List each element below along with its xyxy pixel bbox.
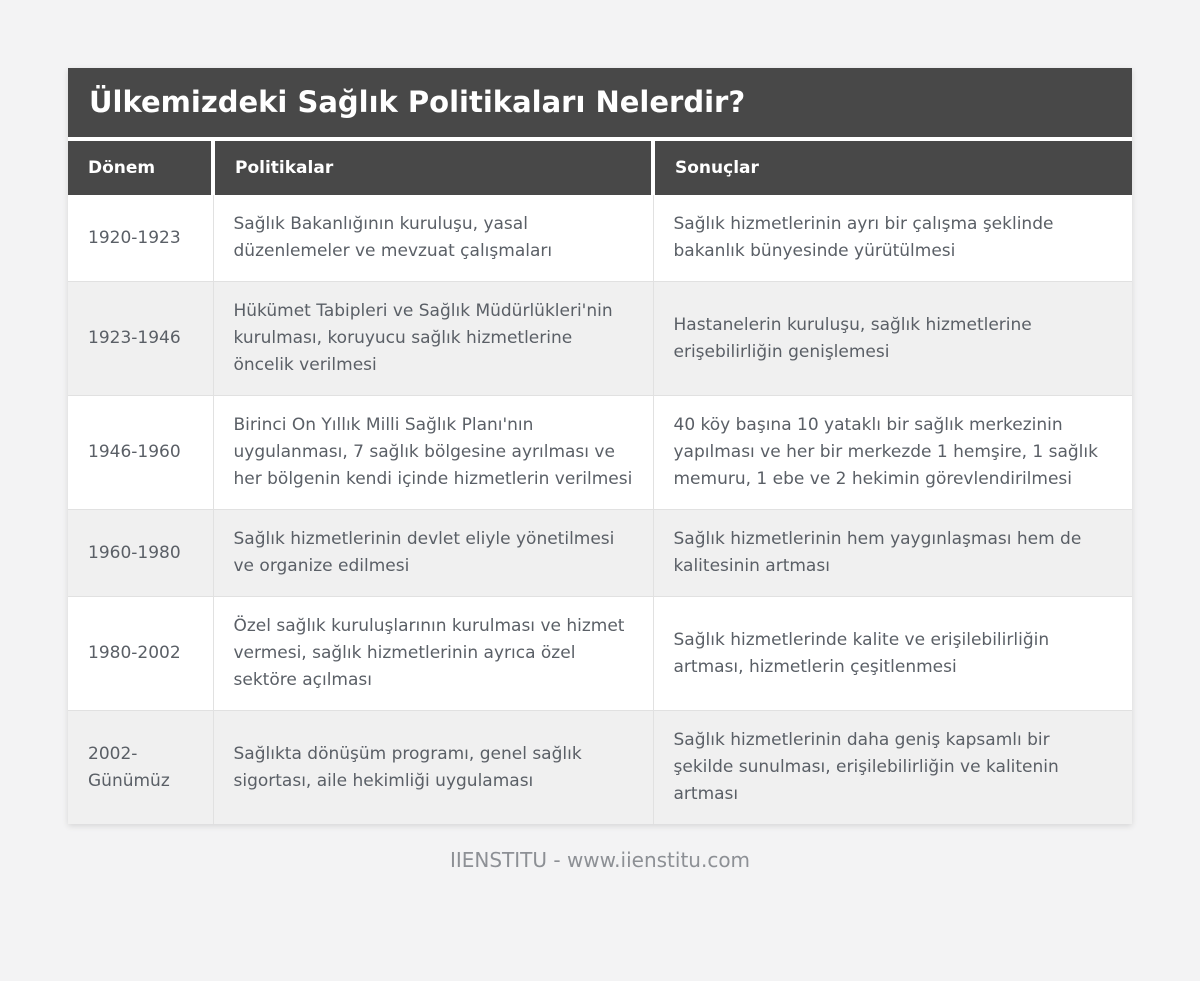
header-row bbox=[68, 141, 1132, 195]
donem-cell: 1920-1923 bbox=[68, 195, 213, 282]
page-title: Ülkemizdeki Sağlık Politikaları Nelerdir? bbox=[68, 68, 1132, 141]
sonuclar-cell: Sağlık hizmetlerinin ayrı bir çalışma şeklinde bakanlık bünyesinde yürütülmesi bbox=[653, 195, 1132, 282]
table-row bbox=[68, 195, 1132, 282]
donem-cell: 1946-1960 bbox=[68, 396, 213, 510]
donem-cell: 1923-1946 bbox=[68, 282, 213, 396]
policies-table bbox=[68, 141, 1132, 824]
table-row bbox=[68, 282, 1132, 396]
table-row bbox=[68, 711, 1132, 825]
politikalar-cell: Birinci On Yıllık Milli Sağlık Planı'nın uygulanması, 7 sağlık bölgesine ayrılması ve her bölgenin kendi içinde hizmetlerin verilmesi bbox=[213, 396, 653, 510]
table-row bbox=[68, 396, 1132, 510]
column-header-donem: Dönem bbox=[68, 141, 213, 195]
table-row bbox=[68, 597, 1132, 711]
column-header-politikalar: Politikalar bbox=[213, 141, 653, 195]
sonuclar-cell: Sağlık hizmetlerinin daha geniş kapsamlı bir şekilde sunulması, erişilebilirliğin ve kalitenin artması bbox=[653, 711, 1132, 825]
politikalar-cell: Özel sağlık kuruluşlarının kurulması ve hizmet vermesi, sağlık hizmetlerinin ayrıca özel sektöre açılması bbox=[213, 597, 653, 711]
politikalar-cell: Sağlık Bakanlığının kuruluşu, yasal düzenlemeler ve mevzuat çalışmaları bbox=[213, 195, 653, 282]
sonuclar-cell: Sağlık hizmetlerinde kalite ve erişilebilirliğin artması, hizmetlerin çeşitlenmesi bbox=[653, 597, 1132, 711]
donem-cell: 2002-Günümüz bbox=[68, 711, 213, 825]
donem-cell: 1960-1980 bbox=[68, 510, 213, 597]
politikalar-cell: Hükümet Tabipleri ve Sağlık Müdürlükleri'nin kurulması, koruyucu sağlık hizmetlerine öncelik verilmesi bbox=[213, 282, 653, 396]
politikalar-cell: Sağlık hizmetlerinin devlet eliyle yönetilmesi ve organize edilmesi bbox=[213, 510, 653, 597]
sonuclar-cell: Hastanelerin kuruluşu, sağlık hizmetlerine erişebilirliğin genişlemesi bbox=[653, 282, 1132, 396]
table-row bbox=[68, 510, 1132, 597]
politikalar-cell: Sağlıkta dönüşüm programı, genel sağlık sigortası, aile hekimliği uygulaması bbox=[213, 711, 653, 825]
column-header-sonuclar: Sonuçlar bbox=[653, 141, 1132, 195]
health-policies-card bbox=[68, 68, 1132, 824]
footer-credit: IIENSTITU - www.iienstitu.com bbox=[449, 848, 751, 872]
sonuclar-cell: Sağlık hizmetlerinin hem yaygınlaşması hem de kalitesinin artması bbox=[653, 510, 1132, 597]
donem-cell: 1980-2002 bbox=[68, 597, 213, 711]
sonuclar-cell: 40 köy başına 10 yataklı bir sağlık merkezinin yapılması ve her bir merkezde 1 hemşire, 1 sağlık memuru, 1 ebe ve 2 hekimin görevlendirilmesi bbox=[653, 396, 1132, 510]
